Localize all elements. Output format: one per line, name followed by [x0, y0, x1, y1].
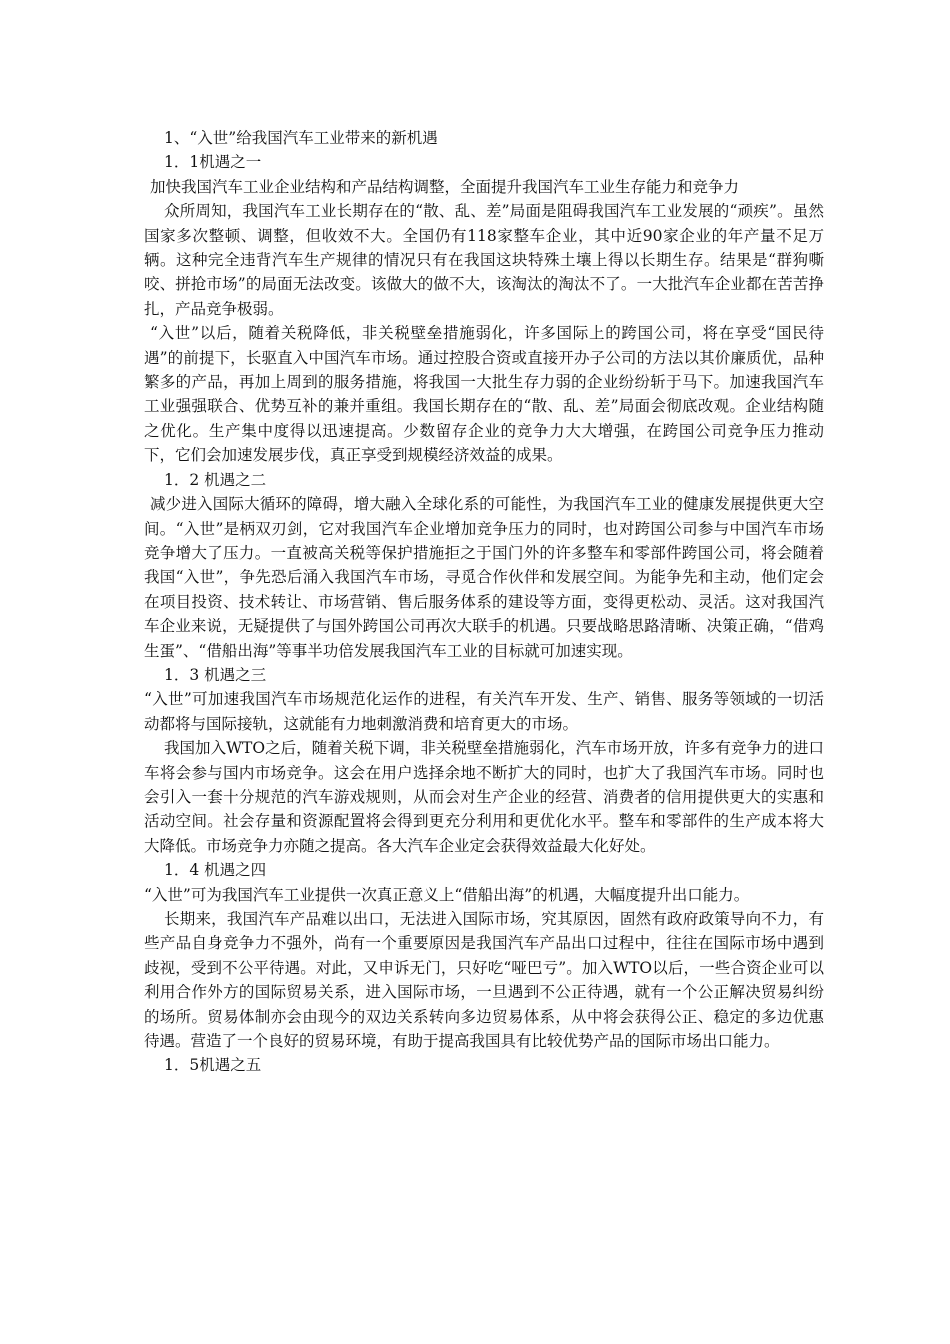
body-paragraph: “入世”可加速我国汽车市场规范化运作的进程，有关汽车开发、生产、销售、服务等领域的一切活动都将与国际接轨，这就能有力地刺激消费和培育更大的市场。: [144, 690, 824, 733]
body-paragraph: “入世”可为我国汽车工业提供一次真正意义上“借船出海”的机遇，大幅度提升出口能力。: [144, 885, 750, 904]
subsection-heading: 1．2 机遇之二: [164, 470, 267, 489]
body-paragraph: “入世”以后，随着关税降低，非关税壁垒措施弱化，许多国际上的跨国公司，将在享受“国民待遇”的前提下，长驱直入中国汽车市场。通过控股合资或直接开办子公司的方法以其价廉质优，品种繁多的产品，再加上周到的服务措施，将我国一大批生存力弱的企业纷纷斩于马下。加速我国汽车工业强强联合、优势互补的兼并重组。我国长期存在的“散、乱、差”局面会彻底改观。企业结构随之优化。生产集中度得以迅速提高。少数留存企业的竞争力大大增强，在跨国公司竞争压力推动下，它们会加速发展步伐，真正享受到规模经济效益的成果。: [144, 324, 824, 465]
subsection-summary: 加快我国汽车工业企业结构和产品结构调整，全面提升我国汽车工业生存能力和竞争力: [150, 177, 740, 196]
section-heading: 1、“入世”给我国汽车工业带来的新机遇: [164, 129, 438, 147]
body-paragraph: 我国加入WTO之后，随着关税下调，非关税壁垒措施弱化，汽车市场开放，许多有竞争力的进口车将会参与国内市场竞争。这会在用户选择余地不断扩大的同时，也扩大了我国汽车市场。同时也会引入一套十分规范的汽车游戏规则，从而会对生产企业的经营、消费者的信用提供更大的实惠和活动空间。社会存量和资源配置将会得到更充分利用和更优化水平。整车和零部件的生产成本将大大降低。市场竞争力亦随之提高。各大汽车企业定会获得效益最大化好处。: [144, 739, 824, 855]
subsection-heading: 1．3 机遇之三: [164, 665, 267, 684]
document-body: [144, 126, 824, 1078]
subsection-heading: 1．5机遇之五: [164, 1056, 262, 1075]
body-paragraph: 众所周知，我国汽车工业长期存在的“散、乱、差”局面是阻碍我国汽车工业发展的“顽疾”。虽然国家多次整顿、调整，但收效不大。全国仍有118家整车企业，其中近90家企业的年产量不足万辆。这种完全违背汽车生产规律的情况只有在我国这块特殊土壤上得以长期生存。结果是“群狗嘶咬、拼抢市场”的局面无法改变。该做大的做不大，该淘汰的淘汰不了。一大批汽车企业都在苦苦挣扎，产品竞争极弱。: [144, 202, 824, 318]
subsection-heading: 1．1机遇之一: [164, 153, 262, 172]
subsection-heading: 1．4 机遇之四: [164, 861, 267, 880]
body-paragraph: 减少进入国际大循环的障碍，增大融入全球化系的可能性，为我国汽车工业的健康发展提供更大空间。“入世”是柄双刃剑，它对我国汽车企业增加竞争压力的同时，也对跨国公司参与中国汽车市场竞争增大了压力。一直被高关税等保护措施拒之于国门外的许多整车和零部件跨国公司，将会随着我国“入世”，争先恐后涌入我国汽车市场，寻觅合作伙伴和发展空间。为能争先和主动，他们定会在项目投资、技术转让、市场营销、售后服务体系的建设等方面，变得更松动、灵活。这对我国汽车企业来说，无疑提供了与国外跨国公司再次大联手的机遇。只要战略思路清晰、决策正确，“借鸡生蛋”、“借船出海”等事半功倍发展我国汽车工业的目标就可加速实现。: [144, 495, 824, 660]
body-paragraph: 长期来，我国汽车产品难以出口，无法进入国际市场，究其原因，固然有政府政策导向不力，有些产品自身竞争力不强外，尚有一个重要原因是我国汽车产品出口过程中，往往在国际市场中遇到歧视，受到不公平待遇。对此，又申诉无门，只好吃“哑巴亏”。加入WTO以后，一些合资企业可以利用合作外方的国际贸易关系，进入国际市场，一旦遇到不公正待遇，就有一个公正解决贸易纠纷的场所。贸易体制亦会由现今的双边关系转向多边贸易体系，从中将会获得公正、稳定的多边优惠待遇。营造了一个良好的贸易环境，有助于提高我国具有比较优势产品的国际市场出口能力。: [144, 910, 824, 1051]
